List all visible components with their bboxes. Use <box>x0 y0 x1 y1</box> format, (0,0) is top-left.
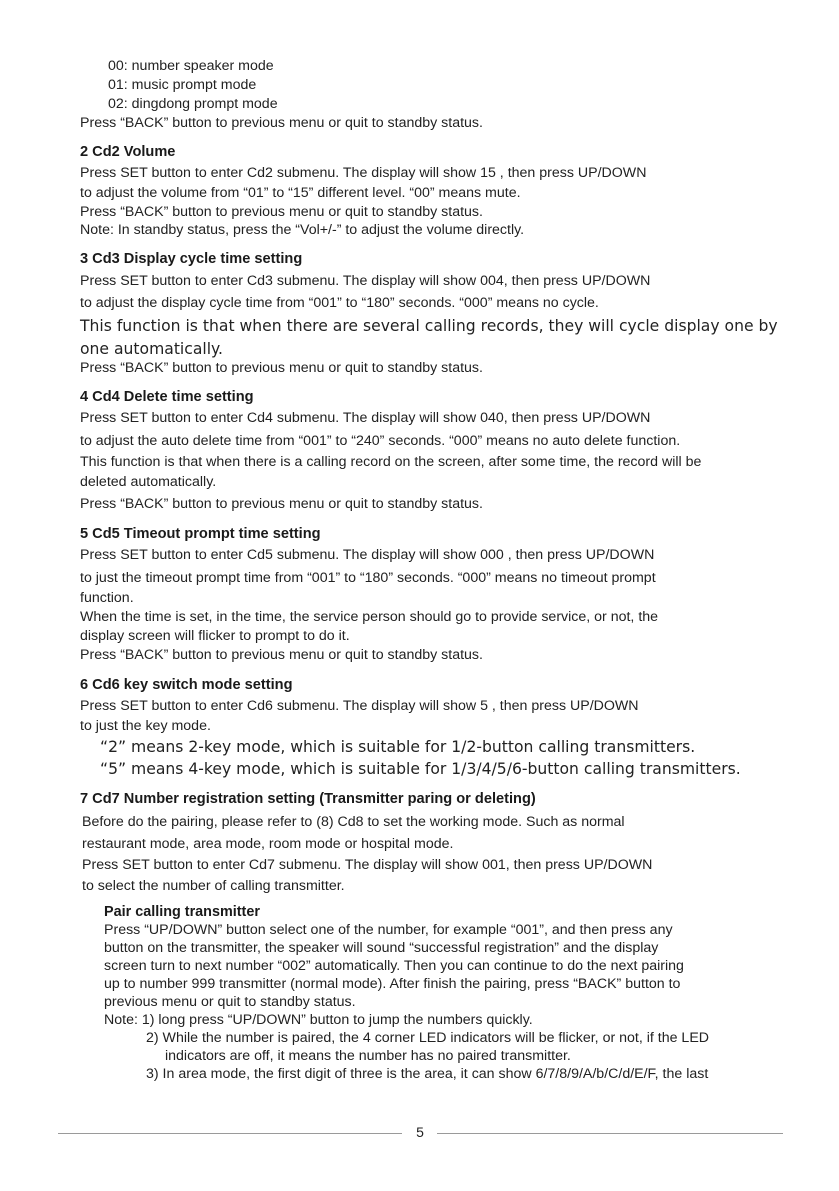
cd6-line-2: to just the key mode. <box>80 718 211 734</box>
cd3-line-1: Press SET button to enter Cd3 submenu. The display will show 004, then press UP/DOWN <box>80 273 651 289</box>
cd7-line-2: restaurant mode, area mode, room mode or hospital mode. <box>82 836 454 852</box>
footer-rule-left <box>58 1133 402 1134</box>
cd5-line-1: Press SET button to enter Cd5 submenu. The display will show 000 , then press UP/DOWN <box>80 547 655 563</box>
cd5-line-4: When the time is set, in the time, the service person should go to provide service, or not, the <box>80 609 659 625</box>
cd2-line-3: Press “BACK” button to previous menu or quit to standby status. <box>80 204 483 220</box>
cd2-line-1: Press SET button to enter Cd2 submenu. The display will show 15 , then press UP/DOWN <box>80 165 647 181</box>
mode-02-text: 02: dingdong prompt mode <box>108 96 278 112</box>
cd3-back: Press “BACK” button to previous menu or quit to standby status. <box>80 360 483 376</box>
cd6-key-mode-2: “2” means 2-key mode, which is suitable for 1/2-button calling transmitters. <box>100 738 696 756</box>
cd4-back: Press “BACK” button to previous menu or quit to standby status. <box>80 496 483 512</box>
cd7-line-1: Before do the pairing, please refer to (8) Cd8 to set the working mode. Such as normal <box>82 814 625 830</box>
cd4-line-4: deleted automatically. <box>80 474 217 490</box>
cd3-line-4: one automatically. <box>80 340 224 358</box>
pair-line-3: screen turn to next number “002” automatically. Then you can continue to do the next pairing <box>104 958 684 974</box>
cd5-back: Press “BACK” button to previous menu or quit to standby status. <box>80 647 483 663</box>
cd7-line-3: Press SET button to enter Cd7 submenu. The display will show 001, then press UP/DOWN <box>82 857 653 873</box>
cd2-note: Note: In standby status, press the “Vol+/-” to adjust the volume directly. <box>80 222 525 238</box>
note-2b: indicators are off, it means the number has no paired transmitter. <box>165 1048 571 1064</box>
cd7-heading: 7 Cd7 Number registration setting (Transmitter paring or deleting) <box>80 791 536 807</box>
cd6-key-mode-5: “5” means 4-key mode, which is suitable for 1/3/4/5/6-button calling transmitters. <box>100 760 741 778</box>
pair-line-5: previous menu or quit to standby status. <box>104 994 356 1010</box>
cd3-line-2: to adjust the display cycle time from “001” to “180” seconds. “000” means no cycle. <box>80 295 599 311</box>
cd5-line-5: display screen will flicker to prompt to do it. <box>80 628 350 644</box>
footer-rule-right <box>437 1133 783 1134</box>
mode-01-text: 01: music prompt mode <box>108 77 257 93</box>
cd2-heading: 2 Cd2 Volume <box>80 144 176 160</box>
cd4-line-1: Press SET button to enter Cd4 submenu. The display will show 040, then press UP/DOWN <box>80 410 651 426</box>
cd5-line-3: function. <box>80 590 134 606</box>
cd7-line-4: to select the number of calling transmitter. <box>82 878 345 894</box>
note-3: 3) In area mode, the first digit of three is the area, it can show 6/7/8/9/A/b/C/d/E/F, the last <box>146 1066 709 1082</box>
cd3-line-3: This function is that when there are several calling records, they will cycle display one by <box>80 317 778 335</box>
pair-line-4: up to number 999 transmitter (normal mode). After finish the pairing, press “BACK” button to <box>104 976 681 992</box>
cd5-heading: 5 Cd5 Timeout prompt time setting <box>80 526 321 542</box>
cd4-heading: 4 Cd4 Delete time setting <box>80 389 254 405</box>
pair-line-1: Press “UP/DOWN” button select one of the number, for example “001”, and then press any <box>104 922 673 938</box>
pair-heading: Pair calling transmitter <box>104 904 260 920</box>
note-2a: 2) While the number is paired, the 4 corner LED indicators will be flicker, or not, if the LED <box>146 1030 710 1046</box>
cd3-heading: 3 Cd3 Display cycle time setting <box>80 251 303 267</box>
page-number: 5 <box>416 1124 424 1140</box>
cd6-heading: 6 Cd6 key switch mode setting <box>80 677 293 693</box>
cd2-line-2: to adjust the volume from “01” to “15” different level. “00” means mute. <box>80 185 521 201</box>
pair-line-2: button on the transmitter, the speaker will sound “successful registration” and the display <box>104 940 659 956</box>
mode-00-text: 00: number speaker mode <box>108 58 274 74</box>
note-1: Note: 1) long press “UP/DOWN” button to jump the numbers quickly. <box>104 1012 533 1028</box>
cd4-line-2: to adjust the auto delete time from “001” to “240” seconds. “000” means no auto delete function. <box>80 433 681 449</box>
cd4-line-3: This function is that when there is a calling record on the screen, after some time, the record will be <box>80 454 702 470</box>
cd6-line-1: Press SET button to enter Cd6 submenu. The display will show 5 , then press UP/DOWN <box>80 698 639 714</box>
back-instruction: Press “BACK” button to previous menu or quit to standby status. <box>80 115 483 131</box>
cd5-line-2: to just the timeout prompt time from “001” to “180” seconds. “000” means no timeout prompt <box>80 570 656 586</box>
